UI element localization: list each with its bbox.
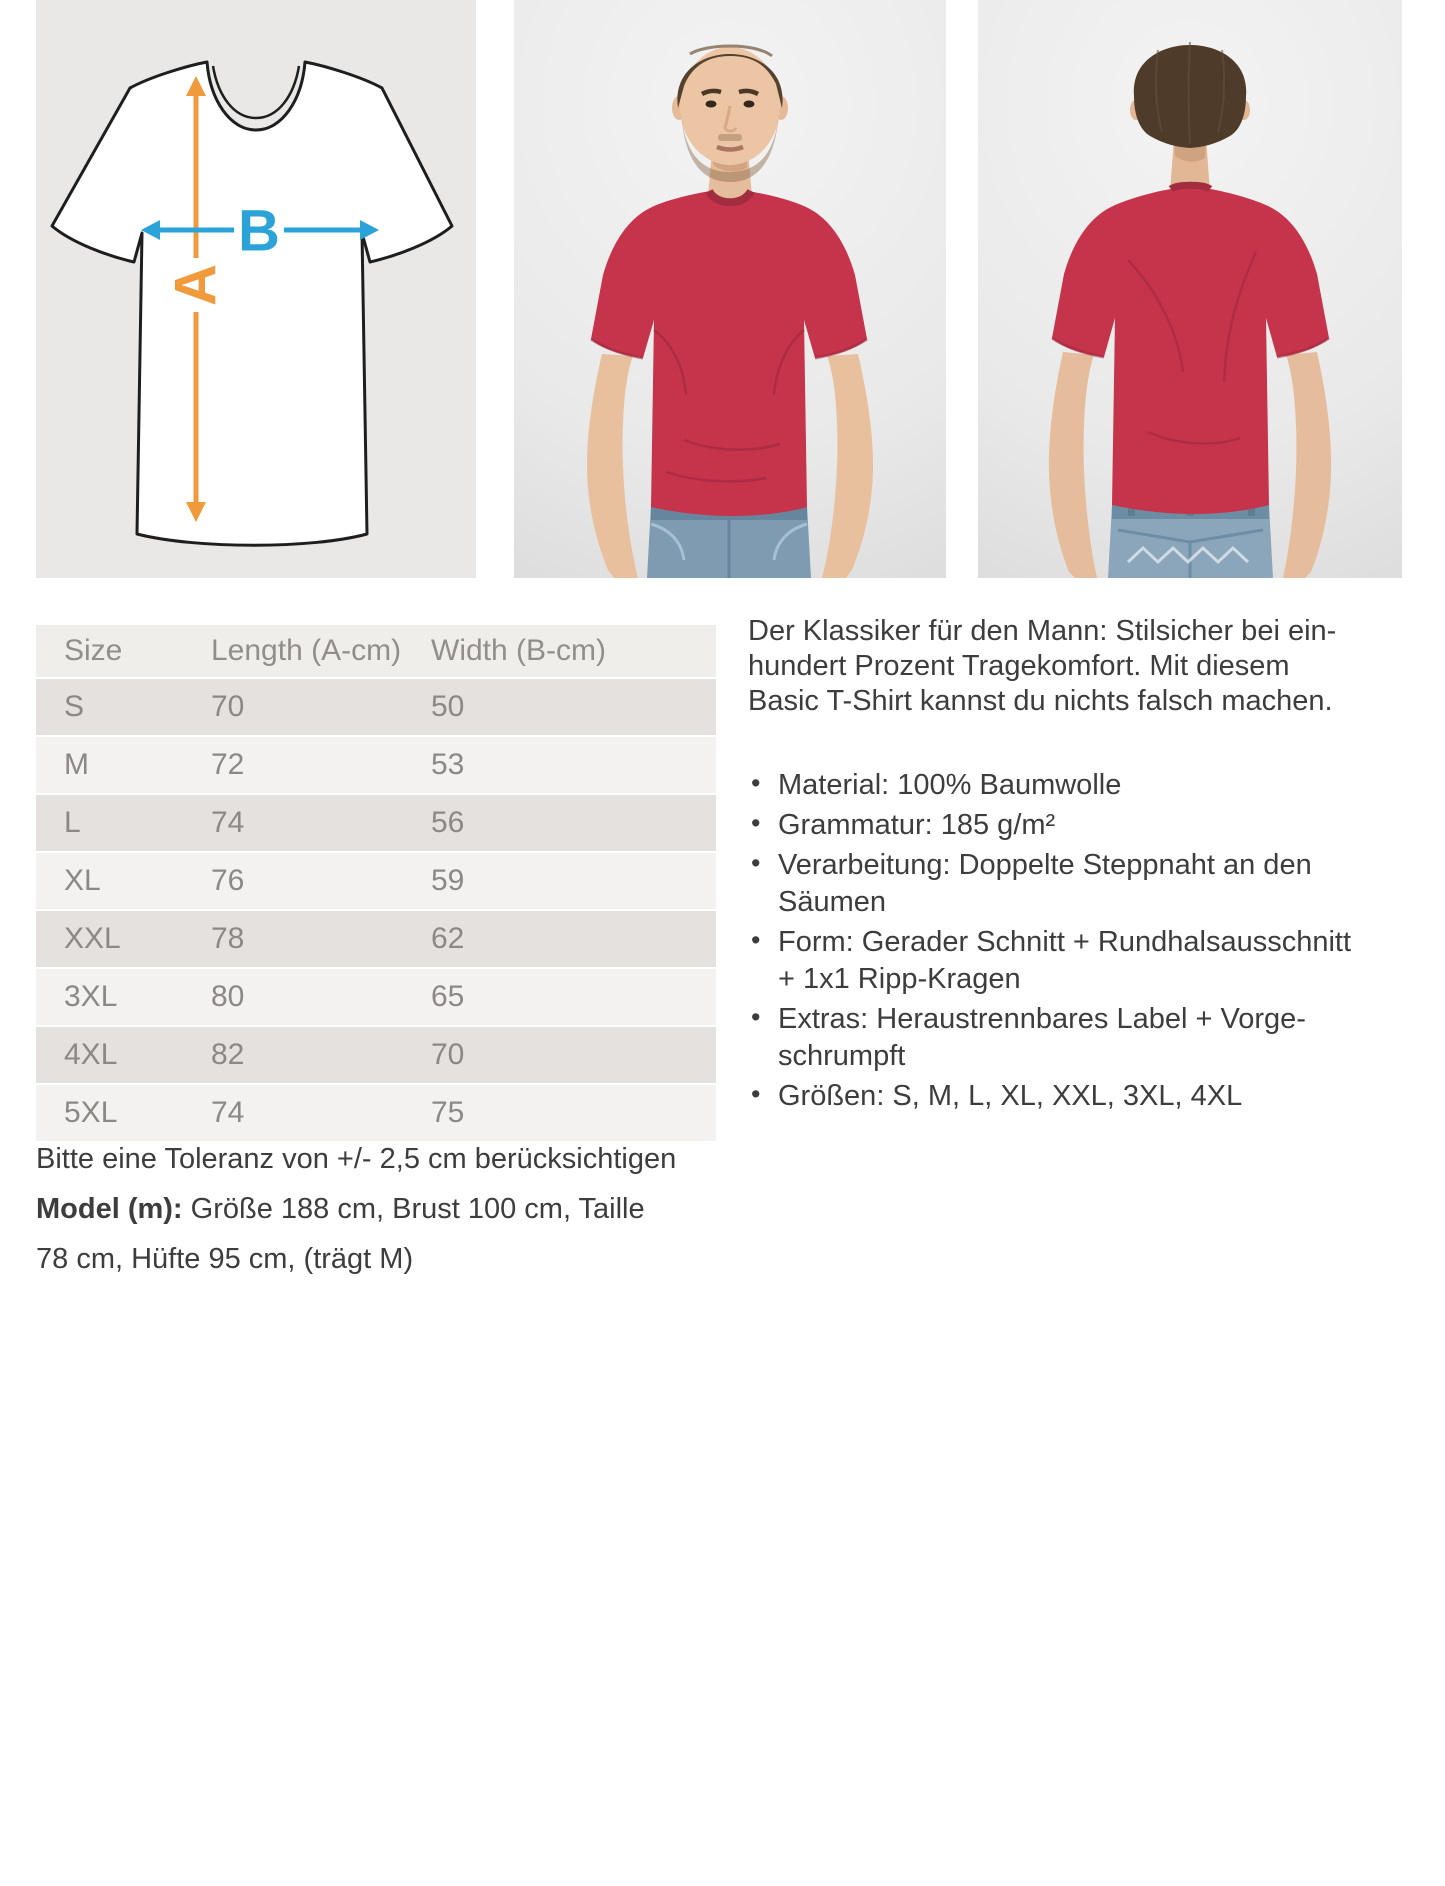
table-row: [36, 1026, 716, 1084]
bullet-item-verarbeitung: [748, 847, 1373, 921]
width-cell: 50: [430, 678, 716, 736]
description-line: Der Klassiker für den Mann: Stilsicher bei ein-: [748, 615, 1337, 647]
table-row: [36, 736, 716, 794]
measurement-notes: [36, 1134, 696, 1284]
width-label-b: B: [238, 198, 280, 264]
bullet-line: • Größen: S, M, L, XL, XXL, 3XL, 4XL: [778, 1080, 1243, 1112]
width-cell: 53: [430, 736, 716, 794]
width-cell: 56: [430, 794, 716, 852]
length-cell: 72: [210, 736, 430, 794]
column-header-length: Length (A-cm): [210, 625, 430, 678]
column-header-width: Width (B-cm): [430, 625, 716, 678]
description-intro: [748, 614, 1373, 719]
size-cell: L: [36, 794, 210, 852]
tolerance-note: Bitte eine Toleranz von +/- 2,5 cm berücksichtigen: [36, 1143, 677, 1175]
size-chart-table: [36, 625, 716, 1143]
size-cell: XL: [36, 852, 210, 910]
bullet-line: • Material: 100% Baumwolle: [778, 769, 1122, 801]
table-row: [36, 910, 716, 968]
table-row: [36, 794, 716, 852]
table-row: [36, 852, 716, 910]
model-info-note-line2: 78 cm, Hüfte 95 cm, (trägt M): [36, 1243, 414, 1275]
length-label-a: A: [163, 264, 229, 306]
size-cell: 5XL: [36, 1084, 210, 1142]
size-cell: S: [36, 678, 210, 736]
bullet-line: • Grammatur: 185 g/m²: [778, 809, 1056, 841]
bullet-line: Säumen: [778, 886, 887, 918]
model-back-illustration: [978, 0, 1402, 578]
length-cell: 70: [210, 678, 430, 736]
description-line: Basic T-Shirt kannst du nichts falsch machen.: [748, 685, 1333, 717]
bullet-item-groessen: [748, 1078, 1373, 1115]
bullet-line: + 1x1 Ripp-Kragen: [778, 963, 1021, 995]
size-cell: 3XL: [36, 968, 210, 1026]
table-row: [36, 968, 716, 1026]
model-info-text: Größe 188 cm, Brust 100 cm, Taille: [182, 1193, 645, 1225]
column-header-size: Size: [36, 625, 210, 678]
width-cell: 75: [430, 1084, 716, 1142]
length-cell: 82: [210, 1026, 430, 1084]
product-description: [748, 614, 1373, 1118]
length-cell: 74: [210, 1084, 430, 1142]
bullet-line: schrumpft: [778, 1040, 906, 1072]
length-cell: 74: [210, 794, 430, 852]
width-cell: 59: [430, 852, 716, 910]
size-cell: 4XL: [36, 1026, 210, 1084]
size-cell: M: [36, 736, 210, 794]
model-label: Model (m):: [36, 1193, 183, 1225]
table-header-row: [36, 625, 716, 678]
length-cell: 80: [210, 968, 430, 1026]
bullet-item-extras: [748, 1001, 1373, 1075]
table-row: [36, 678, 716, 736]
description-line: hundert Prozent Tragekomfort. Mit diesem: [748, 650, 1290, 682]
size-cell: XXL: [36, 910, 210, 968]
bullet-item-material: [748, 767, 1373, 804]
size-diagram-image: [36, 0, 476, 578]
model-info-note: [36, 1184, 696, 1234]
width-cell: 70: [430, 1026, 716, 1084]
length-cell: 78: [210, 910, 430, 968]
model-front-photo: [514, 0, 946, 578]
bullet-item-form: [748, 924, 1373, 998]
bullet-item-grammatur: [748, 807, 1373, 844]
description-bullet-list: [748, 767, 1373, 1115]
length-cell: 76: [210, 852, 430, 910]
width-cell: 65: [430, 968, 716, 1026]
bullet-line: • Extras: Heraustrennbares Label + Vorge-: [778, 1003, 1306, 1035]
bullet-line: • Form: Gerader Schnitt + Rundhalsausschnitt: [778, 926, 1352, 958]
bullet-line: • Verarbeitung: Doppelte Steppnaht an den: [778, 849, 1312, 881]
tshirt-measure-diagram-icon: [36, 0, 476, 578]
width-cell: 62: [430, 910, 716, 968]
model-front-illustration: [514, 0, 946, 578]
model-back-photo: [978, 0, 1402, 578]
